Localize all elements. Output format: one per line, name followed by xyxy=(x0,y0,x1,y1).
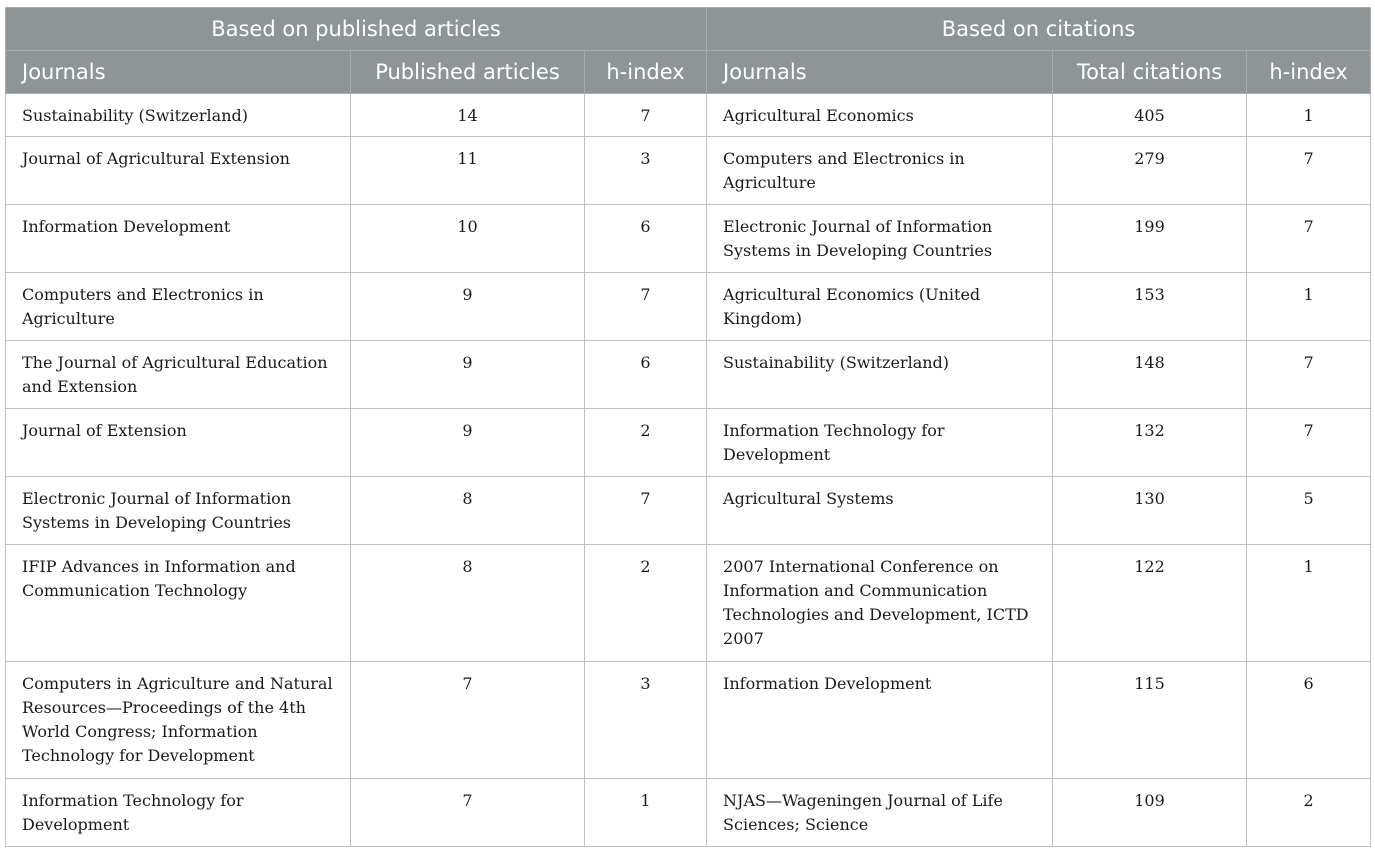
h-index-citations-cell: 2 xyxy=(1247,779,1371,847)
total-citations-cell: 153 xyxy=(1053,273,1247,341)
published-articles-cell: 8 xyxy=(351,477,585,545)
column-header-row xyxy=(6,51,1371,94)
table-row xyxy=(6,477,1371,545)
h-index-citations-cell: 6 xyxy=(1247,662,1371,779)
journal-by-articles-cell: Electronic Journal of Information Systems in Developing Countries xyxy=(6,477,351,545)
h-index-articles-cell: 6 xyxy=(585,341,707,409)
group-header-published: Based on published articles xyxy=(6,8,707,51)
total-citations-cell: 122 xyxy=(1053,545,1247,662)
published-articles-cell: 11 xyxy=(351,137,585,205)
h-index-articles-cell: 1 xyxy=(585,779,707,847)
journal-by-articles-cell: The Journal of Agricultural Education and Extension xyxy=(6,341,351,409)
journal-by-citations-cell: Information Development xyxy=(707,662,1053,779)
journal-by-citations-cell: Sustainability (Switzerland) xyxy=(707,341,1053,409)
column-header-total-citations: Total citations xyxy=(1053,51,1247,94)
h-index-citations-cell: 1 xyxy=(1247,94,1371,137)
published-articles-cell: 8 xyxy=(351,545,585,662)
table-row xyxy=(6,779,1371,847)
total-citations-cell: 115 xyxy=(1053,662,1247,779)
published-articles-cell: 9 xyxy=(351,409,585,477)
total-citations-cell: 148 xyxy=(1053,341,1247,409)
table-row xyxy=(6,94,1371,137)
published-articles-cell: 9 xyxy=(351,273,585,341)
table-row xyxy=(6,205,1371,273)
table-row xyxy=(6,341,1371,409)
table-row xyxy=(6,545,1371,662)
h-index-citations-cell: 7 xyxy=(1247,205,1371,273)
published-articles-cell: 7 xyxy=(351,662,585,779)
column-header-published-articles: Published articles xyxy=(351,51,585,94)
journal-by-articles-cell: Information Technology for Development xyxy=(6,779,351,847)
published-articles-cell: 14 xyxy=(351,94,585,137)
column-header-h-index-right: h-index xyxy=(1247,51,1371,94)
journal-by-articles-cell: Sustainability (Switzerland) xyxy=(6,94,351,137)
h-index-citations-cell: 1 xyxy=(1247,273,1371,341)
table-row xyxy=(6,662,1371,779)
column-header-journals-left: Journals xyxy=(6,51,351,94)
journal-by-citations-cell: Information Technology for Development xyxy=(707,409,1053,477)
journal-by-articles-cell: Information Development xyxy=(6,205,351,273)
table-row xyxy=(6,409,1371,477)
total-citations-cell: 405 xyxy=(1053,94,1247,137)
journal-by-citations-cell: Agricultural Economics (United Kingdom) xyxy=(707,273,1053,341)
group-header-citations: Based on citations xyxy=(707,8,1371,51)
h-index-articles-cell: 3 xyxy=(585,662,707,779)
table-header xyxy=(6,8,1371,94)
journal-by-citations-cell: Agricultural Systems xyxy=(707,477,1053,545)
h-index-articles-cell: 7 xyxy=(585,477,707,545)
h-index-citations-cell: 7 xyxy=(1247,137,1371,205)
total-citations-cell: 199 xyxy=(1053,205,1247,273)
column-header-journals-right: Journals xyxy=(707,51,1053,94)
journal-by-articles-cell: Computers in Agriculture and Natural Resources—Proceedings of the 4th World Congress; Information Technology for Development xyxy=(6,662,351,779)
h-index-articles-cell: 7 xyxy=(585,94,707,137)
column-header-h-index-left: h-index xyxy=(585,51,707,94)
journal-by-articles-cell: IFIP Advances in Information and Communication Technology xyxy=(6,545,351,662)
h-index-articles-cell: 2 xyxy=(585,409,707,477)
journal-by-citations-cell: NJAS—Wageningen Journal of Life Sciences; Science xyxy=(707,779,1053,847)
group-header-row xyxy=(6,8,1371,51)
total-citations-cell: 132 xyxy=(1053,409,1247,477)
h-index-citations-cell: 5 xyxy=(1247,477,1371,545)
journal-by-citations-cell: Electronic Journal of Information Systems in Developing Countries xyxy=(707,205,1053,273)
h-index-citations-cell: 7 xyxy=(1247,341,1371,409)
table-body xyxy=(6,94,1371,847)
published-articles-cell: 9 xyxy=(351,341,585,409)
table-row xyxy=(6,137,1371,205)
total-citations-cell: 279 xyxy=(1053,137,1247,205)
published-articles-cell: 10 xyxy=(351,205,585,273)
h-index-articles-cell: 6 xyxy=(585,205,707,273)
journal-by-articles-cell: Journal of Extension xyxy=(6,409,351,477)
journal-by-articles-cell: Journal of Agricultural Extension xyxy=(6,137,351,205)
total-citations-cell: 130 xyxy=(1053,477,1247,545)
table-row xyxy=(6,273,1371,341)
h-index-articles-cell: 7 xyxy=(585,273,707,341)
journal-by-citations-cell: Computers and Electronics in Agriculture xyxy=(707,137,1053,205)
h-index-articles-cell: 3 xyxy=(585,137,707,205)
journal-by-articles-cell: Computers and Electronics in Agriculture xyxy=(6,273,351,341)
h-index-articles-cell: 2 xyxy=(585,545,707,662)
journal-by-citations-cell: 2007 International Conference on Information and Communication Technologies and Development, ICTD 2007 xyxy=(707,545,1053,662)
journal-by-citations-cell: Agricultural Economics xyxy=(707,94,1053,137)
journals-table xyxy=(5,7,1371,847)
h-index-citations-cell: 1 xyxy=(1247,545,1371,662)
total-citations-cell: 109 xyxy=(1053,779,1247,847)
published-articles-cell: 7 xyxy=(351,779,585,847)
h-index-citations-cell: 7 xyxy=(1247,409,1371,477)
